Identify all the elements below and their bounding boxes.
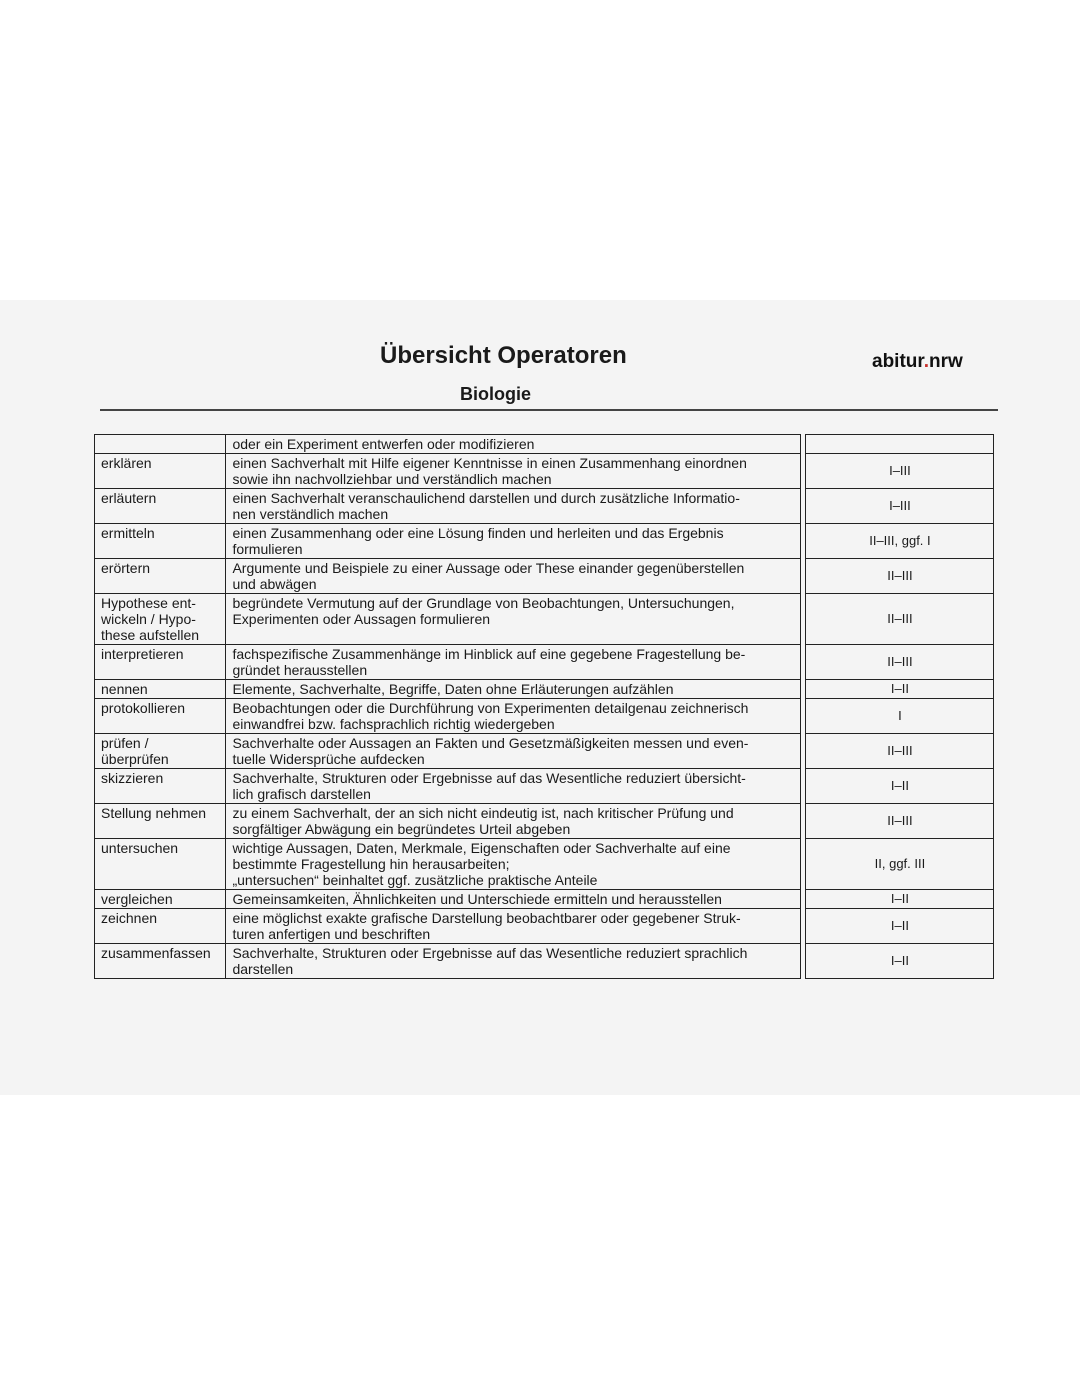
requirement-level-cell: II–III [805,734,993,769]
requirement-level-cell: I–II [805,909,993,944]
table-row [95,734,994,769]
description-cell: einen Sachverhalt mit Hilfe eigener Kenntnisse in einen Zusammenhang einordnen sowie ihn nachvollziehbar und verständlich machen [226,454,800,489]
operator-cell: vergleichen [95,890,226,909]
table-row [95,804,994,839]
description-cell: Argumente und Beispiele zu einer Aussage oder These einander gegenüberstellen und abwägen [226,559,800,594]
description-cell: zu einem Sachverhalt, der an sich nicht eindeutig ist, nach kritischer Prüfung und sorgfältiger Abwägung ein begründetes Urteil abgeben [226,804,800,839]
header-divider [100,409,998,411]
operator-cell: ermitteln [95,524,226,559]
description-cell: eine möglichst exakte grafische Darstellung beobachtbarer oder gegebener Struk- turen anfertigen und beschriften [226,909,800,944]
operator-cell: Hypothese ent- wickeln / Hypo- these aufstellen [95,594,226,645]
description-cell: oder ein Experiment entwerfen oder modifizieren [226,435,800,454]
operator-cell: skizzieren [95,769,226,804]
operator-cell: interpretieren [95,645,226,680]
description-cell: wichtige Aussagen, Daten, Merkmale, Eigenschaften oder Sachverhalte auf eine bestimmte Fragestellung hin herausarbeiten; „untersuchen“ beinhaltet ggf. zusätzliche praktische Anteile [226,839,800,890]
operators-table [94,434,994,979]
requirement-level-cell: II, ggf. III [805,839,993,890]
table-row [95,559,994,594]
description-cell: Sachverhalte oder Aussagen an Fakten und Gesetzmäßigkeiten messen und even- tuelle Widersprüche aufdecken [226,734,800,769]
requirement-level-cell: I [805,699,993,734]
table-row [95,944,994,979]
requirement-level-cell: I–III [805,454,993,489]
description-cell: einen Sachverhalt veranschaulichend darstellen und durch zusätzliche Informatio- nen verständlich machen [226,489,800,524]
description-cell: Sachverhalte, Strukturen oder Ergebnisse auf das Wesentliche reduziert sprachlich darstellen [226,944,800,979]
operator-cell: protokollieren [95,699,226,734]
brand-suffix: nrw [929,351,963,372]
description-cell: fachspezifische Zusammenhänge im Hinblick auf eine gegebene Fragestellung be- gründet herausstellen [226,645,800,680]
table-row [95,680,994,699]
description-cell: begründete Vermutung auf der Grundlage von Beobachtungen, Untersuchungen, Experimenten oder Aussagen formulieren [226,594,800,645]
table-row [95,594,994,645]
requirement-level-cell: I–III [805,489,993,524]
operator-cell: zeichnen [95,909,226,944]
requirement-level-cell: II–III [805,645,993,680]
requirement-level-cell: I–II [805,944,993,979]
operator-cell: erklären [95,454,226,489]
description-cell: einen Zusammenhang oder eine Lösung finden und herleiten und das Ergebnis formulieren [226,524,800,559]
table-row [95,489,994,524]
brand-dot: . [923,351,930,372]
requirement-level-cell [805,435,993,454]
requirement-level-cell: II–III [805,594,993,645]
requirement-level-cell: II–III [805,559,993,594]
operator-cell: zusammenfassen [95,944,226,979]
page-title: Übersicht Operatoren [380,342,627,369]
table-row [95,454,994,489]
operator-cell [95,435,226,454]
description-cell: Beobachtungen oder die Durchführung von Experimenten detailgenau zeichnerisch einwandfrei bzw. fachsprachlich richtig wiedergeben [226,699,800,734]
table-row [95,524,994,559]
operator-cell: erläutern [95,489,226,524]
table-row [95,645,994,680]
description-cell: Elemente, Sachverhalte, Begriffe, Daten ohne Erläuterungen aufzählen [226,680,800,699]
table-row [95,769,994,804]
page-subtitle: Biologie [460,384,531,404]
brand-logo [872,351,963,373]
table-row [95,435,994,454]
requirement-level-cell: I–II [805,769,993,804]
table-row [95,909,994,944]
brand-prefix: abitur [872,351,924,372]
requirement-level-cell: II–III, ggf. I [805,524,993,559]
table-row [95,699,994,734]
requirement-level-cell: I–II [805,890,993,909]
operator-cell: untersuchen [95,839,226,890]
operator-cell: Stellung nehmen [95,804,226,839]
table-row [95,890,994,909]
requirement-level-cell: I–II [805,680,993,699]
operator-cell: nennen [95,680,226,699]
table-row [95,839,994,890]
description-cell: Sachverhalte, Strukturen oder Ergebnisse auf das Wesentliche reduziert übersicht- lich grafisch darstellen [226,769,800,804]
description-cell: Gemeinsamkeiten, Ähnlichkeiten und Unterschiede ermitteln und herausstellen [226,890,800,909]
requirement-level-cell: II–III [805,804,993,839]
operator-cell: prüfen / überprüfen [95,734,226,769]
operator-cell: erörtern [95,559,226,594]
